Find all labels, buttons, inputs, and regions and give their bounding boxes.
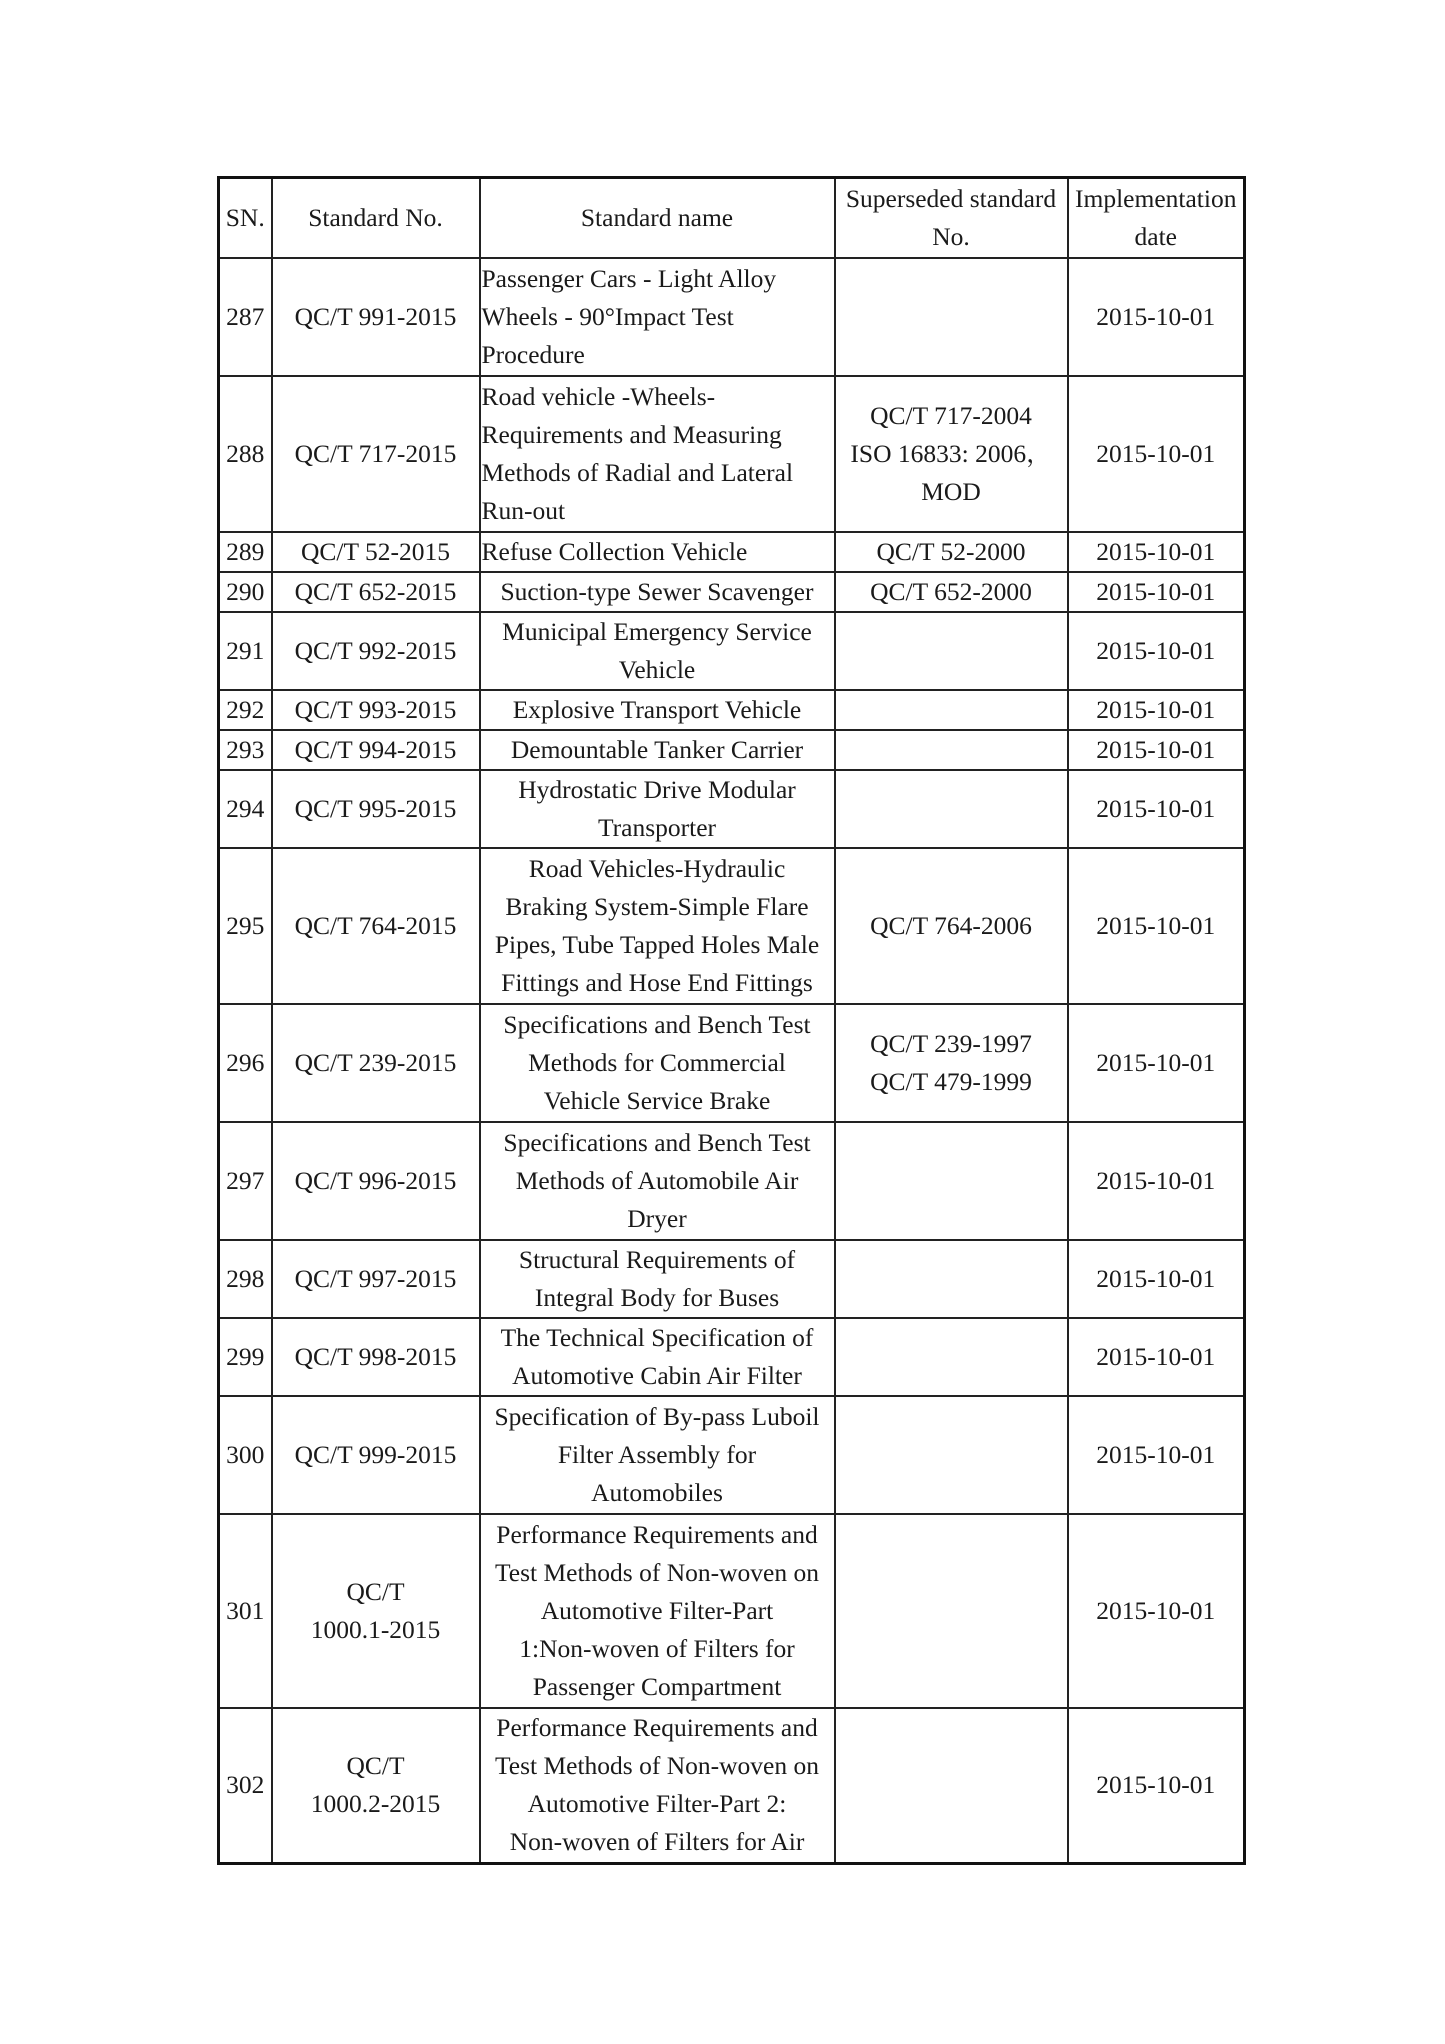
cell-standard-name-line: Automotive Filter-Part <box>540 1595 774 1625</box>
cell-implementation-date: 2015-10-01 <box>1068 1708 1245 1864</box>
cell-standard-no-line: QC/T <box>346 1751 405 1781</box>
cell-superseded-line: MOD <box>921 476 981 506</box>
table-row <box>219 1396 1245 1514</box>
cell-implementation-date: 2015-10-01 <box>1068 1240 1245 1318</box>
cell-implementation-date: 2015-10-01 <box>1068 1396 1245 1514</box>
cell-implementation-date: 2015-10-01 <box>1068 612 1245 690</box>
cell-standard-no-line: QC/T 52-2015 <box>301 536 450 566</box>
cell-superseded <box>835 1004 1068 1122</box>
cell-standard-name-line: Braking System-Simple Flare <box>505 891 809 921</box>
cell-standard-name-line: Automobiles <box>591 1477 723 1507</box>
cell-standard-name-line: Dryer <box>627 1203 687 1233</box>
cell-standard-name-line: Passenger Compartment <box>532 1671 782 1701</box>
cell-implementation-date: 2015-10-01 <box>1068 730 1245 770</box>
header-implementation-line: date <box>1134 221 1177 251</box>
cell-standard-name <box>480 770 835 848</box>
cell-standard-name-line: Test Methods of Non-woven on <box>494 1557 819 1587</box>
table-row <box>219 572 1245 612</box>
cell-standard-name-line: Road vehicle -Wheels- <box>481 381 716 411</box>
cell-standard-name-line: Demountable Tanker Carrier <box>510 734 804 764</box>
table-row <box>219 848 1245 1004</box>
cell-superseded-line: QC/T 764-2006 <box>870 910 1032 940</box>
cell-sn: 290 <box>219 572 272 612</box>
cell-standard-no-line: QC/T 652-2015 <box>294 576 457 606</box>
cell-implementation-date: 2015-10-01 <box>1068 1514 1245 1708</box>
cell-implementation-date: 2015-10-01 <box>1068 258 1245 376</box>
cell-standard-no-line: QC/T 239-2015 <box>294 1047 457 1077</box>
cell-standard-name <box>480 1396 835 1514</box>
cell-standard-no <box>272 572 480 612</box>
cell-standard-no <box>272 848 480 1004</box>
cell-standard-name <box>480 848 835 1004</box>
cell-standard-name <box>480 1240 835 1318</box>
cell-standard-name <box>480 258 835 376</box>
cell-standard-no <box>272 258 480 376</box>
cell-standard-name-line: 1:Non-woven of Filters for <box>519 1633 795 1663</box>
header-superseded-line: Superseded standard <box>845 183 1057 213</box>
cell-standard-name-line: Pipes, Tube Tapped Holes Male <box>494 929 820 959</box>
header-standard-no: Standard No. <box>272 178 480 258</box>
cell-standard-no <box>272 1514 480 1708</box>
cell-sn: 291 <box>219 612 272 690</box>
cell-standard-no-line: QC/T 996-2015 <box>294 1165 457 1195</box>
cell-sn: 288 <box>219 376 272 532</box>
cell-standard-no-line: QC/T <box>346 1576 405 1606</box>
cell-implementation-date: 2015-10-01 <box>1068 770 1245 848</box>
cell-sn: 292 <box>219 690 272 730</box>
cell-standard-no-line: QC/T 994-2015 <box>294 734 457 764</box>
cell-standard-name <box>480 612 835 690</box>
cell-standard-name <box>480 1708 835 1864</box>
cell-standard-name-line: Run-out <box>481 495 566 525</box>
cell-standard-name-line: Transporter <box>597 812 717 842</box>
cell-implementation-date: 2015-10-01 <box>1068 532 1245 572</box>
cell-sn: 297 <box>219 1122 272 1240</box>
cell-superseded <box>835 1396 1068 1514</box>
table-row <box>219 770 1245 848</box>
cell-implementation-date: 2015-10-01 <box>1068 1122 1245 1240</box>
cell-implementation-date: 2015-10-01 <box>1068 1004 1245 1122</box>
cell-standard-name-line: Requirements and Measuring <box>481 419 782 449</box>
header-standard-name: Standard name <box>480 178 835 258</box>
cell-standard-name-line: Non-woven of Filters for Air <box>509 1827 805 1857</box>
cell-standard-name <box>480 1514 835 1708</box>
table-row <box>219 730 1245 770</box>
cell-standard-name <box>480 730 835 770</box>
cell-standard-name-line: Hydrostatic Drive Modular <box>518 774 796 804</box>
cell-standard-no-line: QC/T 998-2015 <box>294 1341 457 1371</box>
cell-superseded <box>835 770 1068 848</box>
cell-standard-no-line: QC/T 717-2015 <box>294 438 457 468</box>
cell-standard-no-line: 1000.1-2015 <box>310 1614 441 1644</box>
table-row <box>219 1004 1245 1122</box>
cell-superseded <box>835 572 1068 612</box>
cell-standard-name <box>480 376 835 532</box>
header-implementation-date <box>1068 178 1245 258</box>
cell-standard-no-line: QC/T 991-2015 <box>294 301 457 331</box>
cell-sn: 295 <box>219 848 272 1004</box>
cell-standard-name-line: Integral Body for Buses <box>534 1282 780 1312</box>
table-row <box>219 1240 1245 1318</box>
header-sn: SN. <box>219 178 272 258</box>
cell-standard-name-line: Fittings and Hose End Fittings <box>501 967 813 997</box>
cell-standard-no-line: 1000.2-2015 <box>310 1789 441 1819</box>
cell-standard-no-line: QC/T 992-2015 <box>294 635 457 665</box>
cell-sn: 300 <box>219 1396 272 1514</box>
cell-standard-name-line: Vehicle Service Brake <box>543 1085 771 1115</box>
cell-sn: 294 <box>219 770 272 848</box>
cell-standard-name-line: Performance Requirements and <box>496 1713 818 1743</box>
header-row <box>219 178 1245 258</box>
cell-implementation-date: 2015-10-01 <box>1068 376 1245 532</box>
cell-superseded <box>835 1708 1068 1864</box>
table-body <box>219 258 1245 1864</box>
header-superseded-line: No. <box>932 221 970 251</box>
cell-standard-no <box>272 770 480 848</box>
cell-sn: 293 <box>219 730 272 770</box>
cell-standard-name-line: Filter Assembly for <box>557 1439 757 1469</box>
table-row <box>219 690 1245 730</box>
table-row <box>219 1514 1245 1708</box>
cell-sn: 299 <box>219 1318 272 1396</box>
cell-superseded <box>835 848 1068 1004</box>
cell-sn: 289 <box>219 532 272 572</box>
cell-standard-name-line: Specifications and Bench Test <box>503 1127 811 1157</box>
cell-standard-name-line: Methods of Automobile Air <box>515 1165 799 1195</box>
cell-standard-name <box>480 572 835 612</box>
cell-standard-no-line: QC/T 999-2015 <box>294 1439 457 1469</box>
table-row <box>219 1708 1245 1864</box>
cell-standard-no-line: QC/T 764-2015 <box>294 910 457 940</box>
cell-superseded-line: QC/T 52-2000 <box>876 536 1026 566</box>
cell-sn: 287 <box>219 258 272 376</box>
cell-standard-no <box>272 730 480 770</box>
cell-standard-name-line: Structural Requirements of <box>518 1244 796 1274</box>
table-row <box>219 258 1245 376</box>
cell-standard-name-line: Performance Requirements and <box>496 1519 818 1549</box>
cell-superseded <box>835 1122 1068 1240</box>
cell-standard-name-line: Methods for Commercial <box>528 1047 786 1077</box>
cell-superseded-line: QC/T 479-1999 <box>870 1066 1032 1096</box>
cell-standard-name <box>480 690 835 730</box>
cell-superseded <box>835 258 1068 376</box>
cell-standard-name-line: Road Vehicles-Hydraulic <box>528 853 786 883</box>
cell-superseded-line: QC/T 239-1997 <box>870 1028 1032 1058</box>
cell-standard-no <box>272 690 480 730</box>
cell-standard-name <box>480 1004 835 1122</box>
cell-sn: 298 <box>219 1240 272 1318</box>
cell-standard-name-line: Explosive Transport Vehicle <box>512 694 802 724</box>
cell-implementation-date: 2015-10-01 <box>1068 848 1245 1004</box>
cell-standard-name-line: Test Methods of Non-woven on <box>494 1751 819 1781</box>
cell-superseded-line: QC/T 717-2004 <box>870 400 1032 430</box>
cell-standard-no <box>272 1396 480 1514</box>
cell-standard-name-line: Vehicle <box>618 654 696 684</box>
cell-standard-name-line: Municipal Emergency Service <box>502 616 812 646</box>
table-row <box>219 532 1245 572</box>
cell-standard-name-line: Passenger Cars - Light Alloy <box>481 263 777 293</box>
cell-standard-name-line: Suction-type Sewer Scavenger <box>500 576 814 606</box>
table-row <box>219 1122 1245 1240</box>
cell-standard-name-line: Specification of By-pass Luboil <box>494 1401 820 1431</box>
cell-superseded-line: QC/T 652-2000 <box>870 576 1032 606</box>
cell-sn: 302 <box>219 1708 272 1864</box>
cell-standard-name <box>480 1122 835 1240</box>
cell-standard-no <box>272 376 480 532</box>
cell-superseded <box>835 1240 1068 1318</box>
cell-standard-name <box>480 532 835 572</box>
cell-standard-no-line: QC/T 995-2015 <box>294 793 457 823</box>
cell-standard-name-line: Specifications and Bench Test <box>503 1009 811 1039</box>
cell-superseded <box>835 612 1068 690</box>
cell-standard-no-line: QC/T 997-2015 <box>294 1263 457 1293</box>
cell-standard-no <box>272 1240 480 1318</box>
cell-implementation-date: 2015-10-01 <box>1068 572 1245 612</box>
cell-implementation-date: 2015-10-01 <box>1068 690 1245 730</box>
cell-standard-no <box>272 1004 480 1122</box>
cell-standard-name-line: Procedure <box>481 339 585 369</box>
cell-standard-name-line: Refuse Collection Vehicle <box>481 536 748 566</box>
cell-standard-no-line: QC/T 993-2015 <box>294 694 457 724</box>
cell-standard-name-line: Automotive Filter-Part 2: <box>527 1789 787 1819</box>
cell-standard-name-line: The Technical Specification of <box>500 1322 814 1352</box>
cell-standard-no <box>272 1708 480 1864</box>
header-implementation-line: Implementation <box>1075 183 1237 213</box>
cell-superseded-line: ISO 16833: 2006， <box>850 438 1052 468</box>
cell-standard-name <box>480 1318 835 1396</box>
cell-standard-no <box>272 1318 480 1396</box>
cell-standard-no <box>272 1122 480 1240</box>
cell-standard-name-line: Automotive Cabin Air Filter <box>512 1360 802 1390</box>
table-row <box>219 376 1245 532</box>
cell-sn: 296 <box>219 1004 272 1122</box>
cell-standard-no <box>272 612 480 690</box>
table-row <box>219 612 1245 690</box>
cell-standard-name-line: Methods of Radial and Lateral <box>481 457 794 487</box>
cell-superseded <box>835 376 1068 532</box>
cell-superseded <box>835 1318 1068 1396</box>
standards-table <box>217 176 1246 1865</box>
cell-standard-name-line: Wheels - 90°Impact Test <box>481 301 734 331</box>
table-row <box>219 1318 1245 1396</box>
header-superseded <box>835 178 1068 258</box>
cell-superseded <box>835 532 1068 572</box>
cell-superseded <box>835 730 1068 770</box>
cell-implementation-date: 2015-10-01 <box>1068 1318 1245 1396</box>
cell-superseded <box>835 690 1068 730</box>
cell-superseded <box>835 1514 1068 1708</box>
cell-sn: 301 <box>219 1514 272 1708</box>
cell-standard-no <box>272 532 480 572</box>
